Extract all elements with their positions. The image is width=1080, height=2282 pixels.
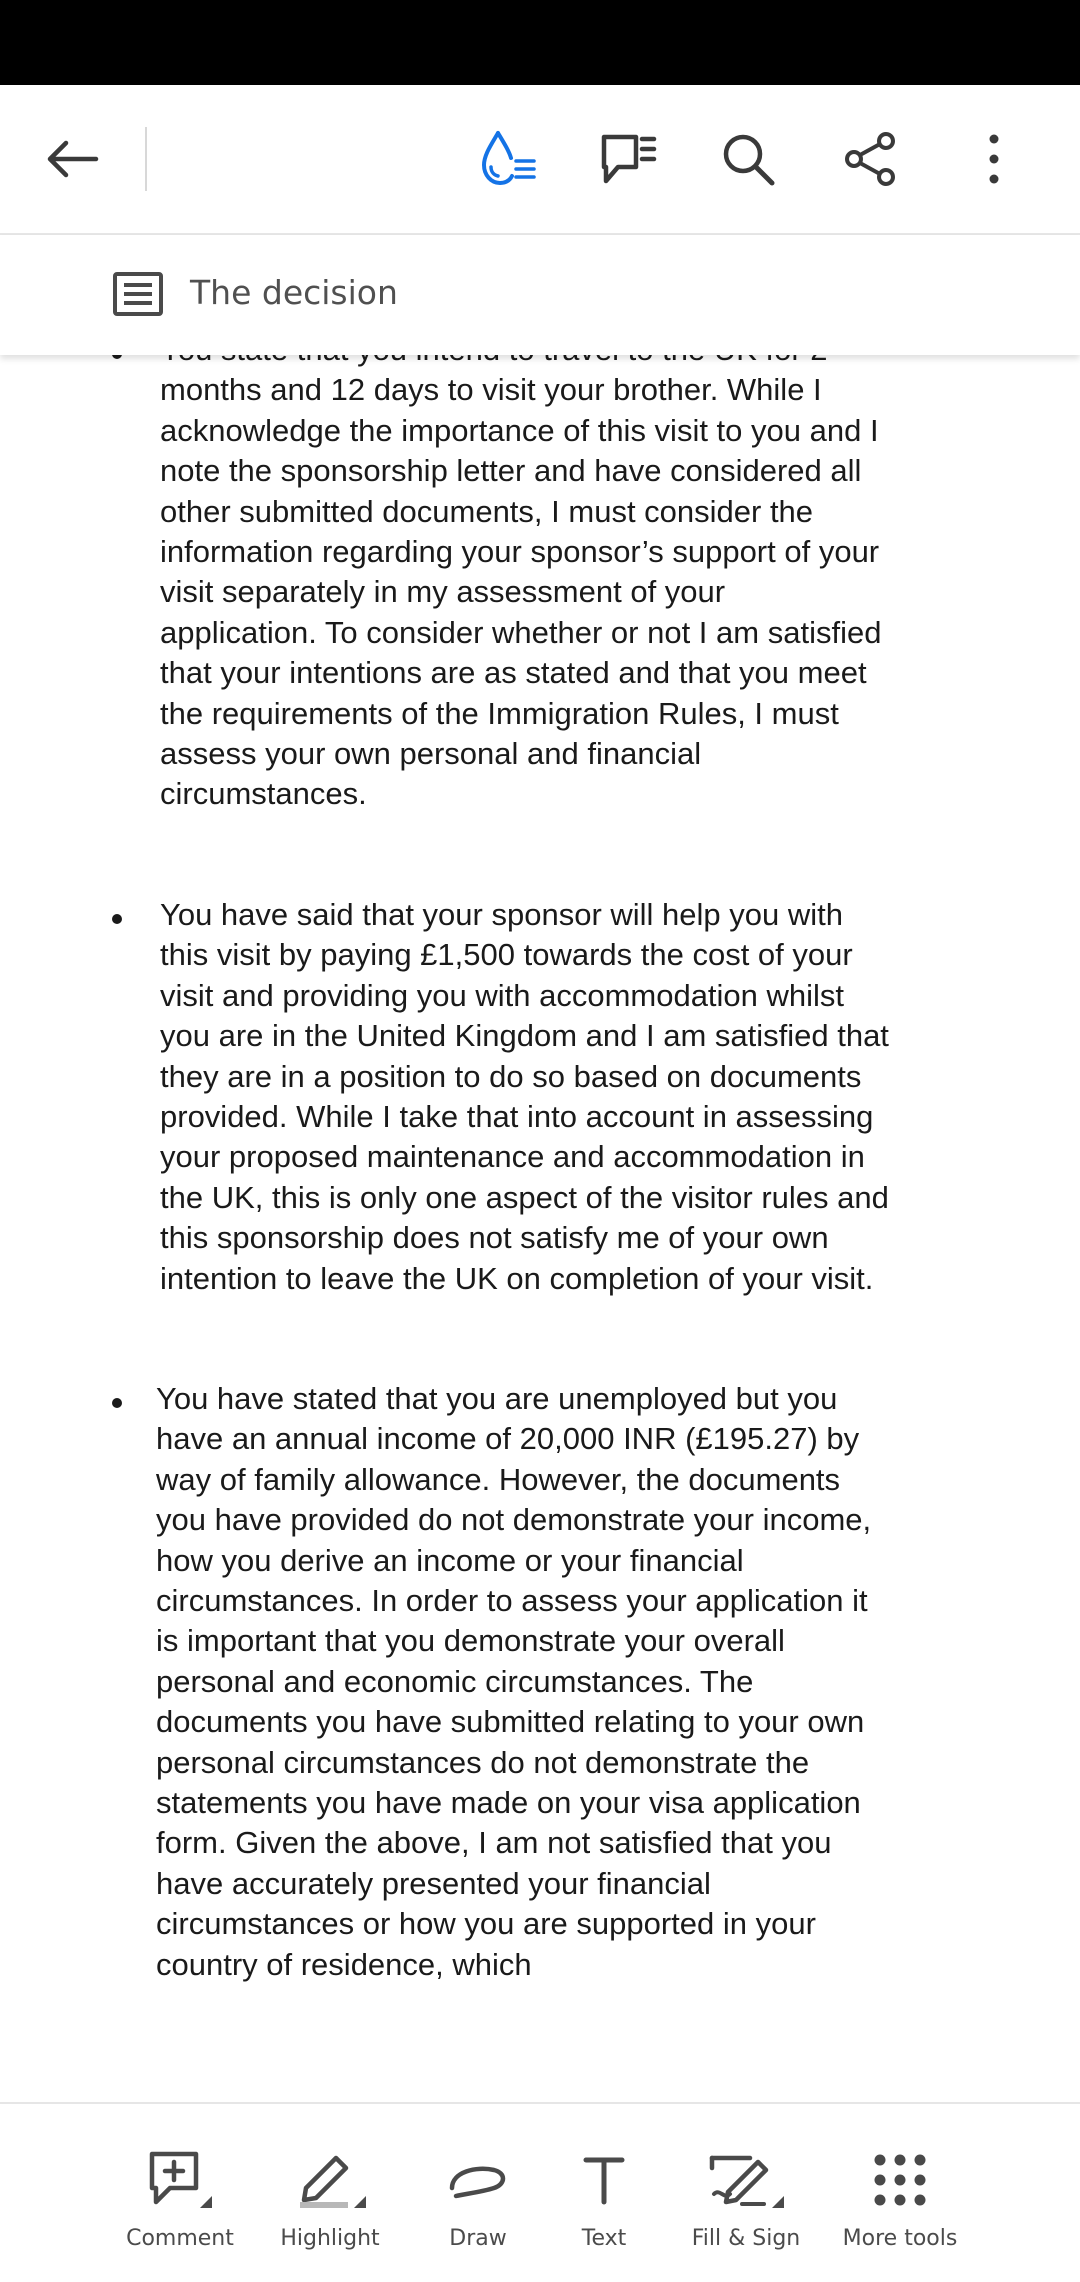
status-bar [0, 0, 1080, 85]
text-label: Text [581, 2226, 627, 2251]
bullet-dot [112, 1398, 122, 1408]
bullet-paragraph [0, 895, 1080, 1299]
paragraph-text: months and 12 days to visit your brother. While I acknowledge the importance of this visit to you and I note the sponsorship letter and have considered all other submitted documents, I must consider the information regarding your sponsor’s support of your visit separately in my assessment of your application. To consider whether or not I am satisfied that your intentions are as stated and that you meet the requirements of the Immigration Rules, I must assess your own personal and financial circumstances. [160, 372, 882, 812]
share-button[interactable] [822, 111, 918, 207]
bullet-dot [112, 914, 122, 924]
comments-button[interactable] [580, 111, 676, 207]
back-button[interactable] [24, 111, 120, 207]
paragraph-text: You have stated that you are unemployed but you have an annual income of 20,000 INR (£195.27) by way of family allowance. However, the documents you have provided do not demonstrate your income, how you derive an income or your financial circumstances. In order to assess your application it is important that you demonstrate your overall personal and economic circumstances. The documents you have submitted relating to your own personal circumstances do not demonstrate the statements you have made on your visa application form. Given the above, I am not satisfied that you have accurately presented your financial circumstances or how you are supported in your country of residence, which [156, 1380, 872, 1982]
bullet-paragraph [0, 1379, 1080, 1985]
draw-icon [446, 2152, 510, 2208]
comment-tool[interactable] [118, 2104, 242, 2282]
highlighter-icon [292, 2148, 368, 2212]
document-page [0, 330, 1080, 2065]
fill-sign-icon [706, 2148, 786, 2212]
draw-label: Draw [449, 2226, 507, 2251]
section-title: The decision [190, 273, 398, 312]
grid-icon [872, 2152, 928, 2208]
comments-icon [596, 129, 660, 189]
share-icon [840, 129, 900, 189]
draw-tool[interactable] [416, 2104, 540, 2282]
more-vertical-icon [984, 131, 1004, 187]
bottom-toolbar [0, 2102, 1080, 2282]
bullet-paragraph [0, 330, 1080, 815]
search-button[interactable] [700, 111, 796, 207]
more-options-button[interactable] [946, 111, 1042, 207]
liquid-mode-button[interactable] [460, 111, 556, 207]
more-tools-button[interactable] [832, 2104, 968, 2282]
back-arrow-icon [44, 139, 100, 179]
text-icon [580, 2152, 628, 2208]
search-icon [718, 129, 778, 189]
add-comment-icon [144, 2148, 216, 2212]
fill-sign-label: Fill & Sign [691, 2226, 801, 2251]
text-tool[interactable] [542, 2104, 666, 2282]
fill-sign-tool[interactable] [684, 2104, 808, 2282]
toolbar-divider [145, 127, 147, 191]
paragraph-text: You have said that your sponsor will help you with this visit by paying £1,500 towards the cost of your visit and providing you with accommodation whilst you are in the United Kingdom and I am satisfied that they are in a position to do so based on documents provided. While I take that into account in assessing your proposed maintenance and accommodation in the UK, this is only one aspect of the visitor rules and this sponsorship does not satisfy me of your own intention to leave the UK on completion of your visit. [160, 896, 889, 1296]
liquid-mode-icon [476, 127, 540, 191]
top-toolbar [0, 85, 1080, 235]
more-tools-label: More tools [842, 2226, 958, 2251]
document-outline-icon [112, 271, 164, 317]
document-viewport[interactable] [0, 355, 1080, 2102]
highlight-tool[interactable] [268, 2104, 392, 2282]
highlight-label: Highlight [280, 2226, 380, 2251]
comment-label: Comment [126, 2226, 234, 2251]
bookmark-header[interactable] [0, 235, 1080, 355]
